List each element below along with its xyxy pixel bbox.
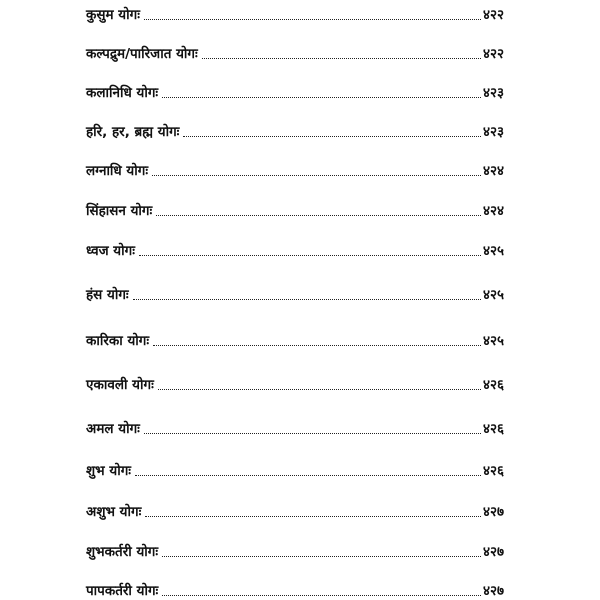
toc-entry-title: हरि, हर, ब्रह्म योगः (86, 124, 180, 140)
toc-entry (86, 39, 504, 63)
dot-leader (156, 214, 481, 216)
toc-entry-title: कलानिधि योगः (86, 85, 159, 101)
table-of-contents (86, 0, 504, 600)
dot-leader (153, 344, 481, 346)
toc-entry (86, 456, 504, 480)
toc-entry (86, 497, 504, 521)
dot-leader (162, 594, 481, 596)
toc-entry-page: ४२६ (482, 421, 504, 437)
toc-entry-title: सिंहासन योगः (86, 203, 153, 219)
toc-entry-title: कुसुम योगः (86, 7, 140, 23)
toc-entry (86, 414, 504, 438)
toc-entry-page: ४२७ (482, 583, 504, 599)
dot-leader (145, 515, 481, 517)
dot-leader (183, 135, 481, 137)
toc-entry-page: ४२३ (482, 124, 504, 140)
toc-entry-page: ४२५ (482, 287, 504, 303)
toc-entry (86, 156, 504, 180)
dot-leader (133, 298, 481, 300)
toc-entry-page: ४२६ (482, 377, 504, 393)
toc-entry (86, 196, 504, 220)
toc-entry-title: लग्नाधि योगः (86, 163, 149, 179)
toc-entry (86, 370, 504, 394)
dot-leader (144, 18, 481, 20)
dot-leader (162, 96, 481, 98)
toc-entry (86, 537, 504, 561)
dot-leader (202, 57, 481, 59)
toc-entry-page: ४२३ (482, 85, 504, 101)
dot-leader (144, 432, 481, 434)
toc-entry-page: ४२५ (482, 243, 504, 259)
dot-leader (162, 555, 481, 557)
dot-leader (158, 388, 481, 390)
toc-entry-title: शुभकर्तरी योगः (86, 544, 159, 560)
toc-entry (86, 236, 504, 260)
toc-entry-title: एकावली योगः (86, 377, 154, 393)
toc-entry-title: ध्वज योगः (86, 243, 135, 259)
toc-entry-title: हंस योगः (86, 287, 129, 303)
toc-entry-title: अमल योगः (86, 421, 140, 437)
toc-entry-page: ४२२ (482, 7, 504, 23)
toc-entry-title: पापकर्तरी योगः (86, 583, 159, 599)
toc-entry (86, 0, 504, 24)
toc-entry (86, 117, 504, 141)
dot-leader (152, 174, 481, 176)
dot-leader (139, 254, 481, 256)
toc-entry-title: शुभ योगः (86, 463, 132, 479)
toc-entry (86, 78, 504, 102)
toc-entry (86, 576, 504, 600)
toc-entry-page: ४२४ (482, 163, 504, 179)
toc-entry-title: अशुभ योगः (86, 504, 142, 520)
toc-entry-page: ४२७ (482, 544, 504, 560)
toc-entry-page: ४२६ (482, 463, 504, 479)
toc-entry (86, 326, 504, 350)
toc-entry-page: ४२२ (482, 46, 504, 62)
toc-entry-title: कारिका योगः (86, 333, 150, 349)
toc-entry-page: ४२५ (482, 333, 504, 349)
toc-entry (86, 280, 504, 304)
toc-entry-page: ४२७ (482, 504, 504, 520)
dot-leader (135, 474, 481, 476)
toc-entry-title: कल्पद्रुम/पारिजात योगः (86, 46, 198, 62)
toc-entry-page: ४२४ (482, 203, 504, 219)
